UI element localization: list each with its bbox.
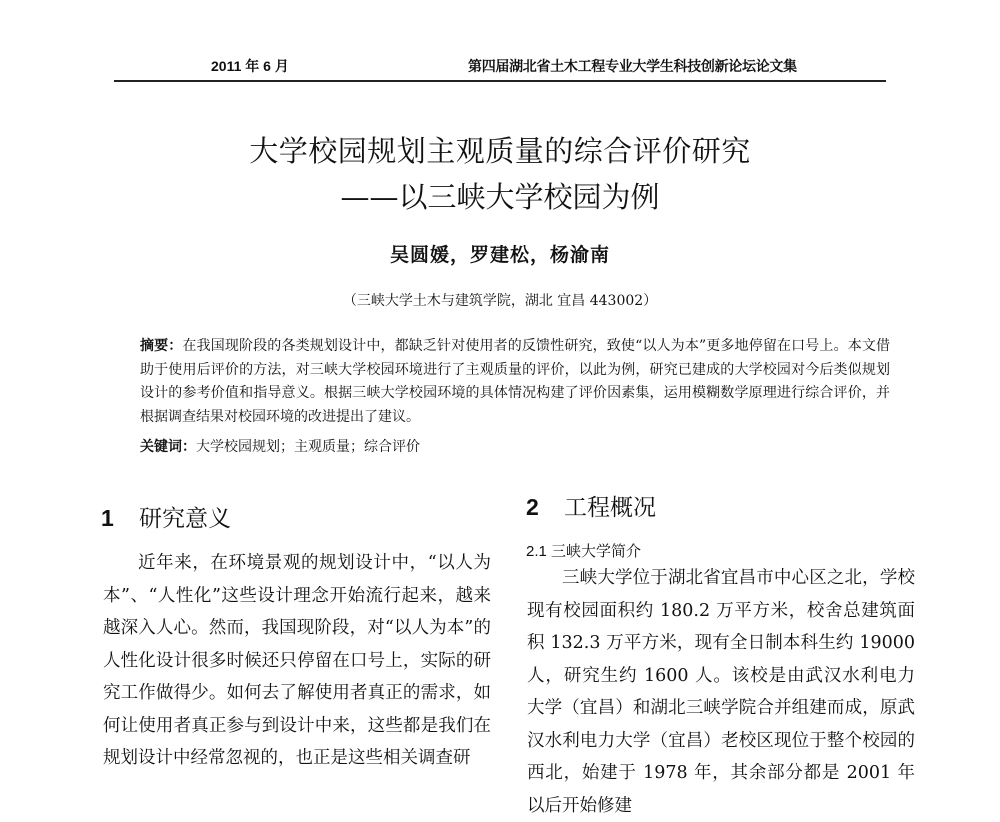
running-header-proceedings: 第四届湖北省土木工程专业大学生科技创新论坛论文集 [468, 58, 797, 74]
section-1-heading [101, 500, 231, 533]
section-2-title: 工程概况 [564, 494, 656, 520]
keywords-text: 大学校园规划；主观质量；综合评价 [196, 439, 420, 455]
section-1-body [103, 547, 491, 775]
section-2-body [527, 562, 915, 822]
section-1-title: 研究意义 [139, 505, 231, 531]
authors: 吴圆媛，罗建松，杨渝南 [389, 244, 610, 266]
paper-title: 大学校园规划主观质量的综合评价研究 [249, 134, 751, 168]
section-1-paragraph: 近年来，在环境景观的规划设计中，“以人为本”、“人性化”这些设计理念开始流行起来，越来越深入人心。然而，我国现阶段，对“以人为本”的人性化设计很多时候还只停留在口号上，实际的研究工作做得少。如何去了解使用者真正的需求，如何让使用者真正参与到设计中来，这些都是我们在规划设计中经常忽视的，也正是这些相关调查研 [103, 553, 491, 768]
abstract-label: 摘要： [140, 337, 183, 353]
running-header-date: 2011 年 6 月 [211, 58, 289, 74]
abstract [140, 334, 890, 429]
keywords-label: 关键词： [140, 438, 196, 454]
section-2-paragraph: 三峡大学位于湖北省宜昌市中心区之北，学校现有校园面积约 180.2 万平方米，校舍总建筑面积 132.3 万平方米，现有全日制本科生约 19000 人，研究生约 1600 人。该校是由武汉水利电力大学（宜昌）和湖北三峡学院合并组建而成，原武汉水利电力大学（宜昌）老校区现位于整个校园的西北，始建于 1978 年，其余部分都是 2001 年以后开始修建 [527, 568, 915, 816]
section-1-number: 1 [101, 505, 114, 531]
paper-subtitle: ——以三峡大学校园为例 [340, 180, 660, 214]
abstract-text: 在我国现阶段的各类规划设计中，都缺乏针对使用者的反馈性研究，致使“以人为本”更多地停留在口号上。本文借助于使用后评价的方法，对三峡大学校园环境进行了主观质量的评价，以此为例，研究已建成的大学校园对今后类似规划设计的参考价值和指导意义。根据三峡大学校园环境的具体情况构建了评价因素集，运用模糊数学原理进行综合评价，并根据调查结果对校园环境的改进提出了建议。 [140, 338, 891, 425]
section-2-number: 2 [526, 494, 539, 520]
section-2-heading [526, 489, 656, 522]
keywords [140, 436, 890, 456]
affiliation: （三峡大学土木与建筑学院，湖北 宜昌 443002） [342, 293, 658, 309]
subsection-2-1-heading: 2.1 三峡大学简介 [526, 543, 642, 560]
header-rule [114, 80, 886, 82]
